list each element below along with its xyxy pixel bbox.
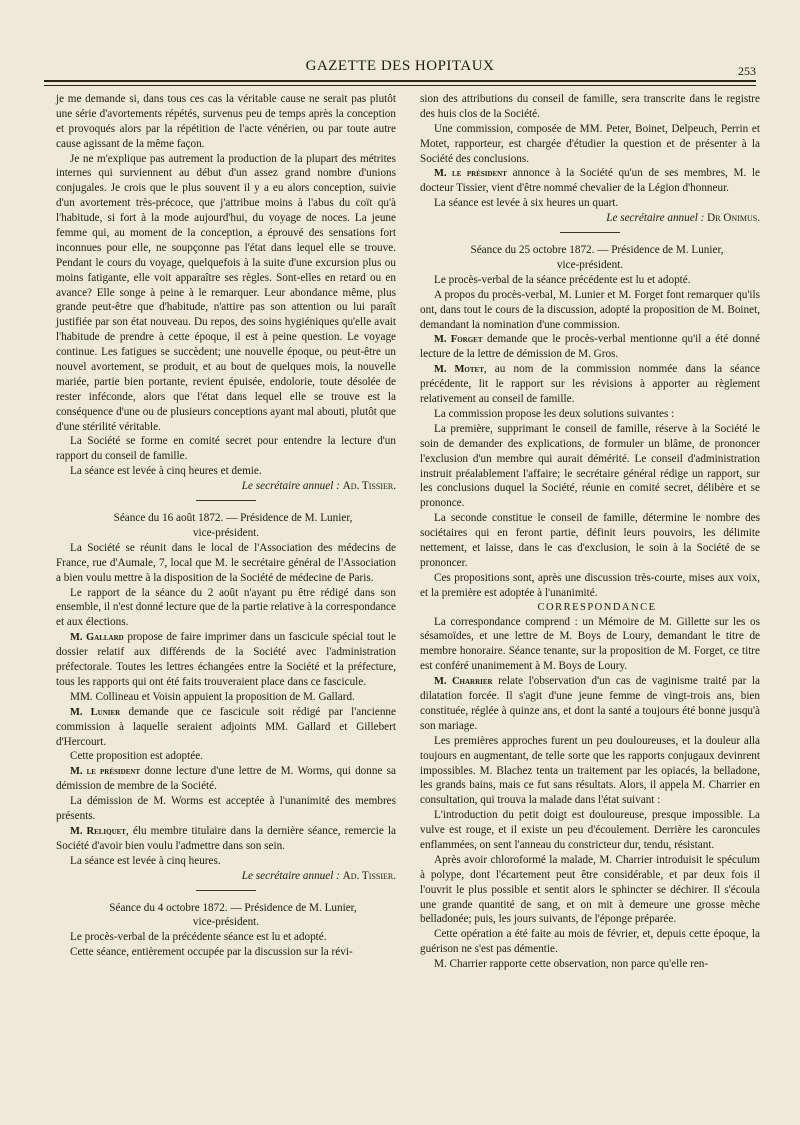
paragraph: sion des attributions du conseil de famille, sera transcrite dans le registre des huis clos de la Société. <box>420 93 760 120</box>
header-rule <box>44 80 756 86</box>
session-heading <box>420 243 760 273</box>
paragraph <box>420 674 760 734</box>
paragraph: La correspondance comprend : un Mémoire de M. Gillette sur les os sésamoïdes, et une lettre de M. Boys de Loury, demandant le titre de membre honoraire. Séance tenante, sur la proposition de M. Forget, ce titre est conféré unanimement à M. Boys de Loury. <box>420 615 760 673</box>
paragraph: La seconde constitue le conseil de famille, détermine le nombre des sociétaires qui en feront partie, définit leurs pouvoirs, les délimite nettement, et laisse, dans le cas d'exclusion, le soin à la Société de se prononcer. <box>420 512 760 569</box>
session-heading-line: vice-président. <box>192 526 260 539</box>
divider <box>560 232 620 233</box>
paragraph <box>56 630 396 690</box>
session-heading <box>56 511 396 541</box>
paragraph: La première, supprimant le conseil de famille, réserve à la Société le soin de demander des explications, de formuler un blâme, de prononcer l'exclusion d'un membre qui aurait démérité. Le conseil d'administration instruit préalablement l'affaire; le secrétaire général rédige un rapport, sur les conclusions duquel la Société, réunie en comité secret, délibère et se prononce. <box>420 422 760 510</box>
paragraph: MM. Collineau et Voisin appuient la proposition de M. Gallard. <box>70 690 355 703</box>
paragraph <box>420 332 760 362</box>
paragraph: Le rapport de la séance du 2 août n'ayant pu être rédigé dans son ensemble, il n'est donné lecture que de la partie relative à la correspondance et aux élections. <box>56 586 396 629</box>
speaker-name: M. le président <box>70 766 141 778</box>
paragraph: Le procès-verbal de la séance précédente est lu et adopté. <box>434 273 691 286</box>
journal-title: GAZETTE DES HOPITAUX <box>305 58 495 74</box>
paragraph <box>56 764 396 794</box>
secretary-signature <box>56 869 396 884</box>
session-heading <box>56 901 396 931</box>
session-heading-line: vice-président. <box>192 916 260 929</box>
signature-name: Dr Onimus. <box>707 212 760 225</box>
section-title: CORRESPONDANCE <box>537 601 657 613</box>
paragraph-text: demande que le procès-verbal mentionne qu'il a été donné lecture de la lettre de démission de M. Gros. <box>420 333 760 361</box>
speaker-name: M. Charrier <box>434 676 493 688</box>
paragraph <box>56 824 396 854</box>
paragraph: je me demande si, dans tous ces cas la véritable cause ne serait pas plutôt une série d'avortements répétés, survenus peu de temps après la conception et provoqués alors par la répétition de l'acte vénérien, ou par toute autre cause agissant de la même façon. <box>56 93 396 150</box>
paragraph-text: propose de faire imprimer dans un fascicule spécial tout le dossier relatif aux différends de la Société avec l'administration préfectorale. Toutes les lettres échangées entre la Société et la préfecture, tous les rapports qui ont été faits trouveraient place dans ce fascicule. <box>56 631 396 688</box>
session-heading-line: Séance du 4 octobre 1872. — Présidence de M. Lunier, <box>109 901 357 914</box>
paragraph: Cette proposition est adoptée. <box>70 750 203 763</box>
paragraph: La Société se forme en comité secret pour entendre la lecture d'un rapport du conseil de famille. <box>56 435 396 463</box>
paragraph: Ces propositions sont, après une discussion très-courte, mises aux voix, et la première est adoptée à l'unanimité. <box>420 571 760 599</box>
secretary-signature <box>56 479 396 494</box>
paragraph: La démission de M. Worms est acceptée à l'unanimité des membres présents. <box>56 795 396 823</box>
signature-name: Ad. Tissier. <box>342 869 396 882</box>
paragraph: Une commission, composée de MM. Peter, Boinet, Delpeuch, Perrin et Motet, rapporteur, est chargée d'étudier la question et de présenter à la Société des conclusions. <box>420 122 760 165</box>
paragraph: La séance est levée à six heures un quart. <box>434 197 619 210</box>
signature-name: Ad. Tissier. <box>342 480 396 493</box>
paragraph-text: , élu membre titulaire dans la dernière séance, remercie la Société d'avoir bien voulu l'admettre dans son sein. <box>56 824 396 852</box>
signature-label: Le secrétaire annuel : <box>606 212 705 225</box>
speaker-name: M. Lunier <box>70 706 121 718</box>
paragraph: Le procès-verbal de la précédente séance est lu et adopté. <box>70 931 327 944</box>
paragraph-text: , au nom de la commission nommée dans la séance précédente, lit le rapport sur les révisions à apporter au règlement relativement au conseil de famille. <box>420 363 760 406</box>
paragraph: La séance est levée à cinq heures. <box>70 854 221 867</box>
session-heading-line: Séance du 16 août 1872. — Présidence de M. Lunier, <box>113 512 353 525</box>
paragraph: La séance est levée à cinq heures et demie. <box>70 465 262 478</box>
page-number: 253 <box>738 64 756 78</box>
paragraph: Cette opération a été faite au mois de février, et, depuis cette époque, la guérison ne s'est pas démentie. <box>420 928 760 956</box>
paragraph <box>420 362 760 407</box>
speaker-name: M. Reliquet <box>70 825 126 837</box>
paragraph: Cette séance, entièrement occupée par la discussion sur la révi- <box>70 946 353 959</box>
paragraph-text: donne lecture d'une lettre de M. Worms, qui donne sa démission de membre de la Société. <box>56 765 396 793</box>
paragraph-text: relate l'observation d'un cas de vaginisme traité par la dilatation forcée. Il s'agit d'une jeune femme de vingt-trois ans, bien constituée, réglée à quinze ans, et dont la santé a toujours été bonne jusqu'à son mariage. <box>420 675 760 732</box>
paragraph: M. Charrier rapporte cette observation, non parce qu'elle ren- <box>434 958 709 971</box>
divider <box>196 500 256 501</box>
right-column <box>420 92 760 972</box>
paragraph: Après avoir chloroformé la malade, M. Charrier introduisit le spéculum à polype, dont l'écartement peut être considérable, et par deux fois il l'ouvrit le plus possible et sentit alors le sphincter se déchirer. Il s'écoula une grande quantité de sang, et on mit à demeure une grosse mèche belladonée; puis, les jours suivants, de l'éponge préparée. <box>420 853 760 926</box>
divider <box>196 890 256 891</box>
paragraph: Je ne m'explique pas autrement la production de la plupart des métrites internes qui surviennent au début d'un assez grand nombre d'unions conjugales. Je crois que le plus souvent il y a eu alors conception, suivie d'un avortement très-précoce, que j'attribue moins à l'abus du coït qu'à l'habitude, si fort à la mode aujourd'hui, du voyage de noces. La jeune femme qui, au moment de la conception, a éprouvé des sensations fort inconnues pour elle, ne soupçonne pas l'état dans lequel elle se trouve. Pendant le cours du voyage, quelquefois à la suite d'une excursion plus ou moins fatigante, elle voit apparaître ses règles. Sont-elles en retard ou en avance? Elle songe à peine à le remarquer. Leur abondance même, plus grande peut-être que d'habitude, n'attire pas son attention ou lui paraît justifiée par son état nouveau. Du repos, des soins hygiéniques qu'elle avait l'habitude de prendre à cette époque, il est à peine question. Le voyage continue. Les fatigues se succèdent; une nouvelle époque, ou peut-être un nouvel avortement, se produit, et au bout de quelques mois, la nouvelle mariée, partie bien portante, revient épuisée, endolorie, toute désolée de rester inféconde, alors que l'état dans lequel elle se trouve est la conséquence d'une ou de plusieurs conceptions ayant mal abouti, plutôt que d'une stérilité véritable. <box>56 152 396 433</box>
speaker-name: M. Forget <box>434 334 483 346</box>
session-heading-line: vice-président. <box>556 258 624 271</box>
speaker-name: M. Gallard <box>70 632 124 644</box>
paragraph: La Société se réunit dans le local de l'Association des médecins de France, rue d'Aumale, 7, local que M. le secrétaire général de l'Association a bien voulu mettre à la disposition de la Société de médecine de Paris. <box>56 541 396 584</box>
left-column <box>56 92 396 960</box>
paragraph <box>56 705 396 750</box>
session-heading-line: Séance du 25 octobre 1872. — Présidence de M. Lunier, <box>470 244 724 257</box>
paragraph-text: demande que ce fascicule soit rédigé par l'ancienne commission à laquelle seraient adjoints MM. Gallard et Gillebert d'Hercourt. <box>56 705 396 748</box>
speaker-name: M. le président <box>434 168 507 180</box>
paragraph: La commission propose les deux solutions suivantes : <box>434 408 675 420</box>
paragraph-text: annonce à la Société qu'un de ses membres, M. le docteur Tissier, vient d'être nommé chevalier de la Légion d'honneur. <box>420 167 760 195</box>
paragraph: A propos du procès-verbal, M. Lunier et M. Forget font remarquer qu'ils ont, dans tout le cours de la discussion, adopté la proposition de M. Boinet, demandant la nomination d'une commission. <box>420 288 760 331</box>
paragraph <box>420 166 760 196</box>
signature-label: Le secrétaire annuel : <box>241 869 340 882</box>
speaker-name: M. Motet <box>434 364 484 376</box>
paragraph: Les premières approches furent un peu douloureuses, et la douleur alla toujours en augmentant, de telle sorte que les rapports conjugaux devinrent impossibles. M. Blachez tenta un traitement par les opiacés, la belladone, les grands bains, mais ce fut sans résultats. Alors, il appela M. Charrier en consultation, qui trouva la malade dans l'état suivant : <box>420 734 760 807</box>
secretary-signature <box>420 211 760 226</box>
paragraph: L'introduction du petit doigt est douloureuse, presque impossible. La vulve est rouge, et il existe un peu d'écoulement. Derrière les caroncules enflammées, on sent l'anneau du constricteur dur, tendu, résistant. <box>420 809 760 851</box>
signature-label: Le secrétaire annuel : <box>241 480 340 493</box>
